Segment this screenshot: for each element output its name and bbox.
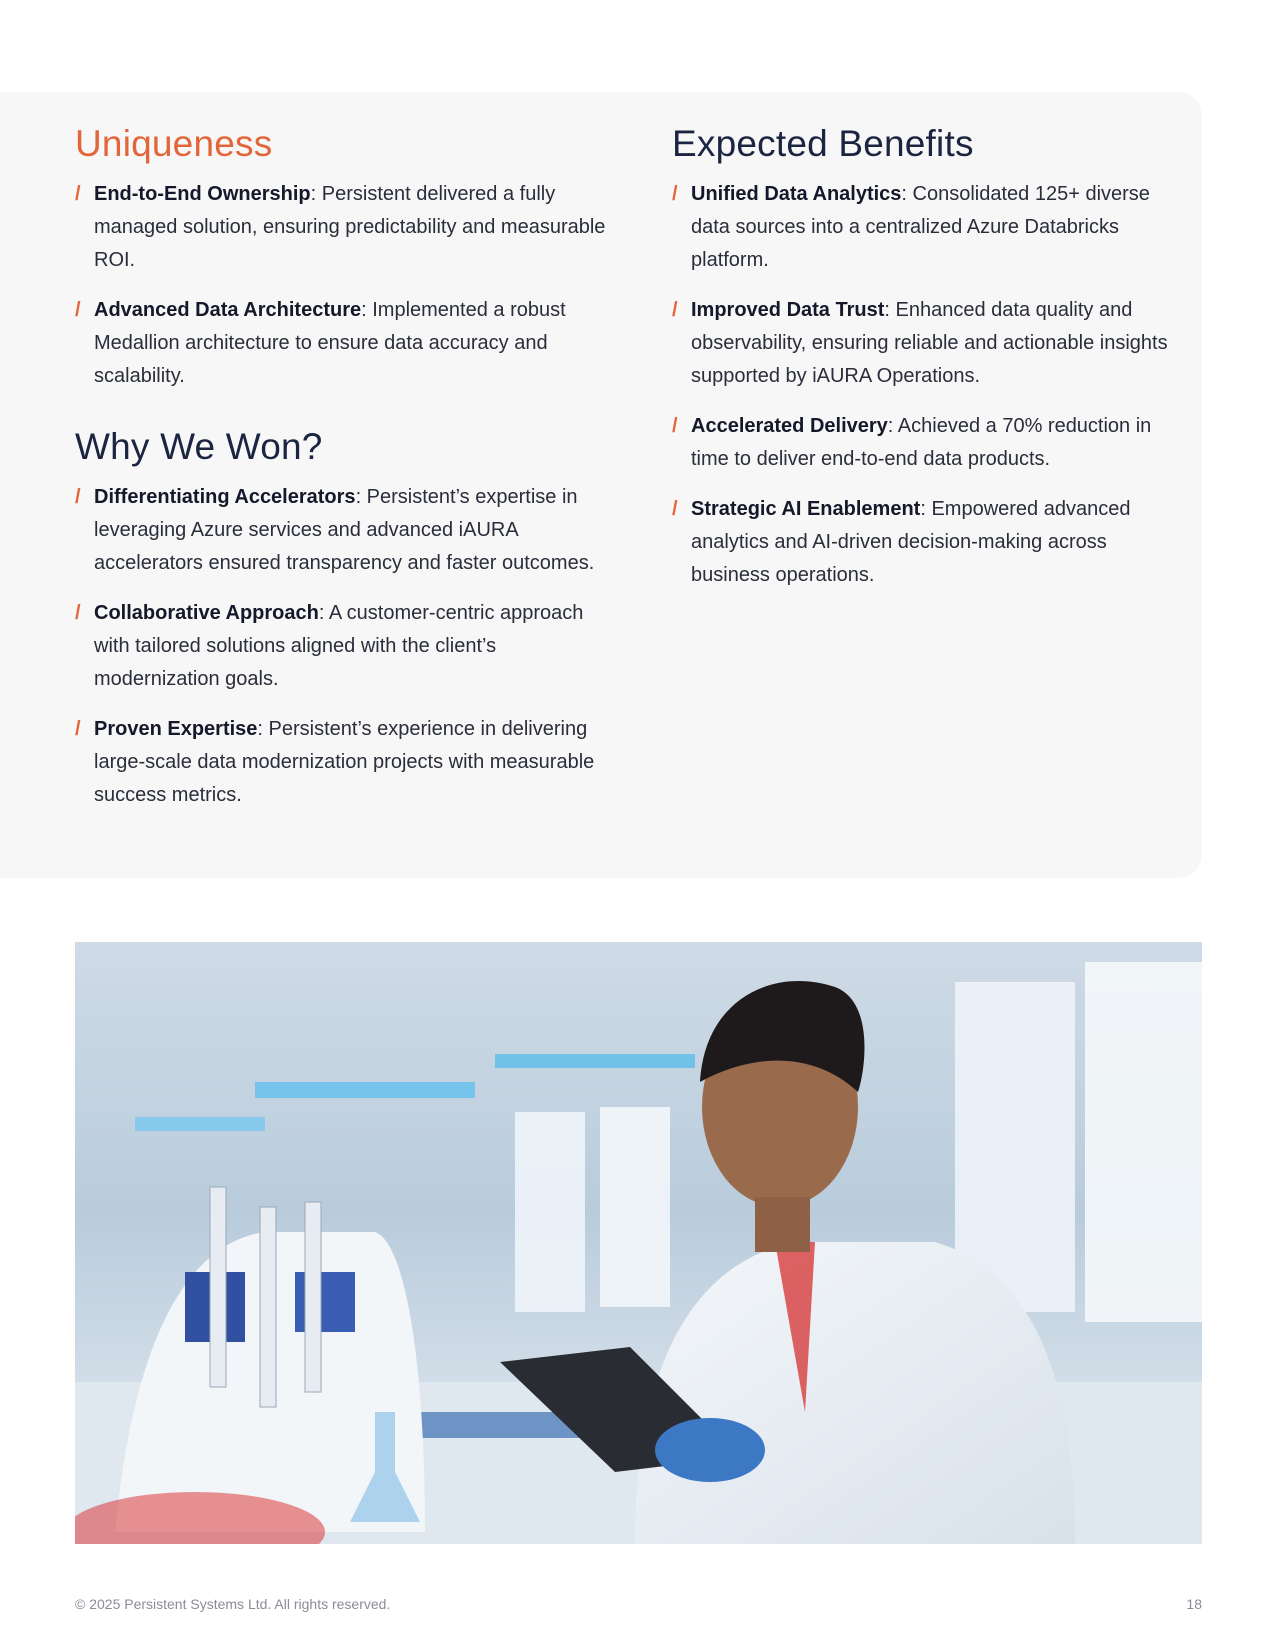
window [600, 1107, 670, 1307]
why-we-won-list [75, 481, 615, 812]
window [515, 1112, 585, 1312]
slash-bullet: / [75, 299, 81, 321]
list-item [75, 481, 615, 580]
item-title: Differentiating Accelerators [94, 486, 356, 508]
slash-bullet: / [672, 498, 678, 520]
item-title: Unified Data Analytics [691, 183, 902, 205]
list-item [672, 294, 1182, 393]
item-title: Strategic AI Enablement [691, 498, 921, 520]
item-title: Advanced Data Architecture [94, 299, 362, 321]
item-text: : Persistent delivered a fully managed solution, ensuring predictability and measurable ROI. [94, 183, 606, 271]
list-item [75, 713, 615, 812]
item-text: : Enhanced data quality and observability, ensuring reliable and actionable insights supported by iAURA Operations. [691, 299, 1168, 387]
item-text: : Empowered advanced analytics and AI-driven decision-making across business operations. [691, 498, 1131, 586]
slash-bullet: / [75, 718, 81, 740]
expected-benefits-list [672, 178, 1182, 592]
copyright-text: © 2025 Persistent Systems Ltd. All rights reserved. [75, 1596, 391, 1612]
uniqueness-heading: Uniqueness [75, 123, 273, 164]
ceiling-light [495, 1054, 695, 1068]
item-title: Improved Data Trust [691, 299, 885, 321]
item-text: : A customer-centric approach with tailored solutions aligned with the client’s modernization goals. [94, 602, 584, 690]
item-title: Accelerated Delivery [691, 415, 888, 437]
pipette [305, 1202, 321, 1392]
slash-bullet: / [75, 486, 81, 508]
list-item [75, 178, 615, 277]
item-title: Proven Expertise [94, 718, 258, 740]
slash-bullet: / [75, 183, 81, 205]
slash-bullet: / [672, 183, 678, 205]
list-item [75, 294, 615, 393]
stand-panel [295, 1272, 355, 1332]
ceiling-light [135, 1117, 265, 1131]
right-column [672, 120, 1182, 609]
list-item [672, 493, 1182, 592]
lab-photo-illustration [75, 942, 1202, 1544]
page-number: 18 [1186, 1596, 1202, 1612]
item-text: : Persistent’s experience in delivering large-scale data modernization projects with measurable success metrics. [94, 718, 595, 806]
window [1085, 962, 1202, 1322]
neck [755, 1197, 810, 1252]
list-item [672, 178, 1182, 277]
gloved-hand [655, 1418, 765, 1482]
expected-benefits-heading: Expected Benefits [672, 123, 974, 164]
item-text: : Implemented a robust Medallion architecture to ensure data accuracy and scalability. [94, 299, 566, 387]
ceiling-light [255, 1082, 475, 1098]
uniqueness-list [75, 178, 615, 393]
why-we-won-heading: Why We Won? [75, 426, 323, 467]
pipette [210, 1187, 226, 1387]
item-title: Collaborative Approach [94, 602, 319, 624]
item-text: : Persistent’s expertise in leveraging Azure services and advanced iAURA accelerators ensured transparency and faster outcomes. [94, 486, 595, 574]
item-text: : Achieved a 70% reduction in time to deliver end-to-end data products. [691, 415, 1152, 470]
slash-bullet: / [75, 602, 81, 624]
list-item [672, 410, 1182, 476]
item-title: End-to-End Ownership [94, 183, 311, 205]
left-column [75, 120, 615, 829]
list-item [75, 597, 615, 696]
slash-bullet: / [672, 415, 678, 437]
slash-bullet: / [672, 299, 678, 321]
pipette [260, 1207, 276, 1407]
lab-scientist-photo [75, 942, 1202, 1544]
item-text: : Consolidated 125+ diverse data sources into a centralized Azure Databricks platform. [691, 183, 1150, 271]
